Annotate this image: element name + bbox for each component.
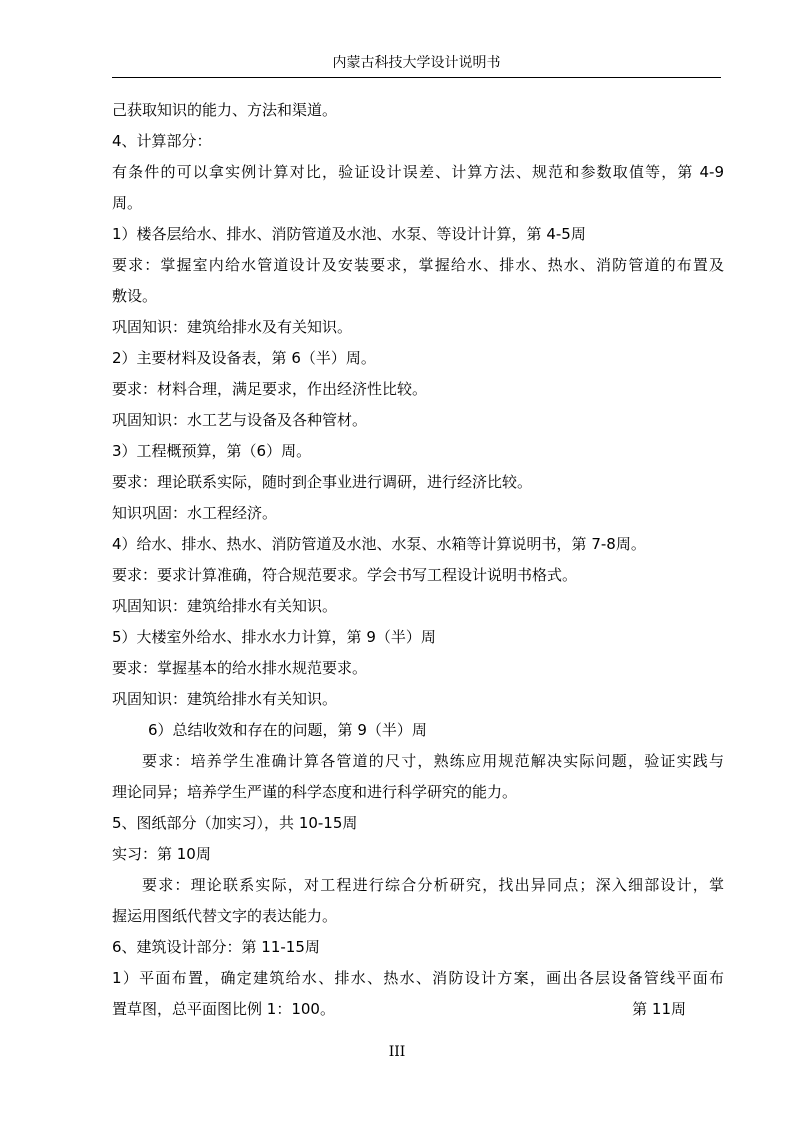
text-line: 有条件的可以拿实例计算对比，验证设计误差、计算方法、规范和参数取值等，第 4-9 — [112, 163, 724, 181]
text-line: 要求：理论联系实际，随时到企事业进行调研，进行经济比较。 — [112, 473, 533, 491]
text-line: 巩固知识：建筑给排水及有关知识。 — [112, 318, 353, 336]
text-line: 要求：掌握基本的给水排水规范要求。 — [112, 659, 368, 677]
list-item: 1）平面布置，确定建筑给水、排水、热水、消防设计方案，画出各层设备管线平面布 — [112, 969, 724, 987]
list-item: 6）总结收效和存在的问题，第 9（半）周 — [148, 721, 427, 739]
text-line: 巩固知识：建筑给排水有关知识。 — [112, 690, 338, 708]
text-line: 要求：理论联系实际，对工程进行综合分析研究，找出异同点；深入细部设计，掌 — [142, 876, 724, 894]
text-line-start: 置草图，总平面图比例 1：100。 — [112, 1000, 335, 1018]
section-heading: 6、建筑设计部分：第 11-15周 — [112, 938, 320, 956]
list-item: 2）主要材料及设备表，第 6（半）周。 — [112, 349, 376, 367]
page-number: III — [388, 1044, 406, 1060]
text-line: 敷设。 — [112, 287, 158, 305]
text-line: 握运用图纸代替文字的表达能力。 — [112, 907, 338, 925]
text-line-with-week — [112, 994, 724, 1025]
list-item: 5）大楼室外给水、排水水力计算，第 9（半）周 — [112, 628, 436, 646]
list-item: 1）楼各层给水、排水、消防管道及水池、水泵、等设计计算，第 4-5周 — [112, 225, 586, 243]
text-line: 知识巩固：水工程经济。 — [112, 504, 278, 522]
week-label: 第 11周 — [632, 1000, 686, 1018]
section-heading: 5、图纸部分（加实习），共 10-15周 — [112, 814, 358, 832]
text-line: 实习：第 10周 — [112, 845, 211, 863]
text-line: 周。 — [112, 194, 143, 212]
text-line: 要求：材料合理，满足要求，作出经济性比较。 — [112, 380, 428, 398]
section-heading: 4、计算部分： — [112, 132, 212, 150]
text-line: 理论同异；培养学生严谨的科学态度和进行科学研究的能力。 — [112, 783, 518, 801]
document-body — [112, 95, 724, 1025]
list-item: 3）工程概预算，第（6）周。 — [112, 442, 312, 460]
text-line: 要求：要求计算准确，符合规范要求。学会书写工程设计说明书格式。 — [112, 566, 578, 584]
list-item: 4）给水、排水、热水、消防管道及水池、水泵、水箱等计算说明书，第 7-8周。 — [112, 535, 646, 553]
text-line: 己获取知识的能力、方法和渠道。 — [112, 101, 338, 119]
text-line: 巩固知识：建筑给排水有关知识。 — [112, 597, 338, 615]
text-line: 要求：掌握室内给水管道设计及安装要求，掌握给水、排水、热水、消防管道的布置及 — [112, 256, 724, 274]
page-header — [112, 50, 721, 78]
header-title: 内蒙古科技大学设计说明书 — [332, 55, 501, 71]
text-line: 要求：培养学生准确计算各管道的尺寸，熟练应用规范解决实际问题，验证实践与 — [142, 752, 724, 770]
text-line: 巩固知识：水工艺与设备及各种管材。 — [112, 411, 368, 429]
